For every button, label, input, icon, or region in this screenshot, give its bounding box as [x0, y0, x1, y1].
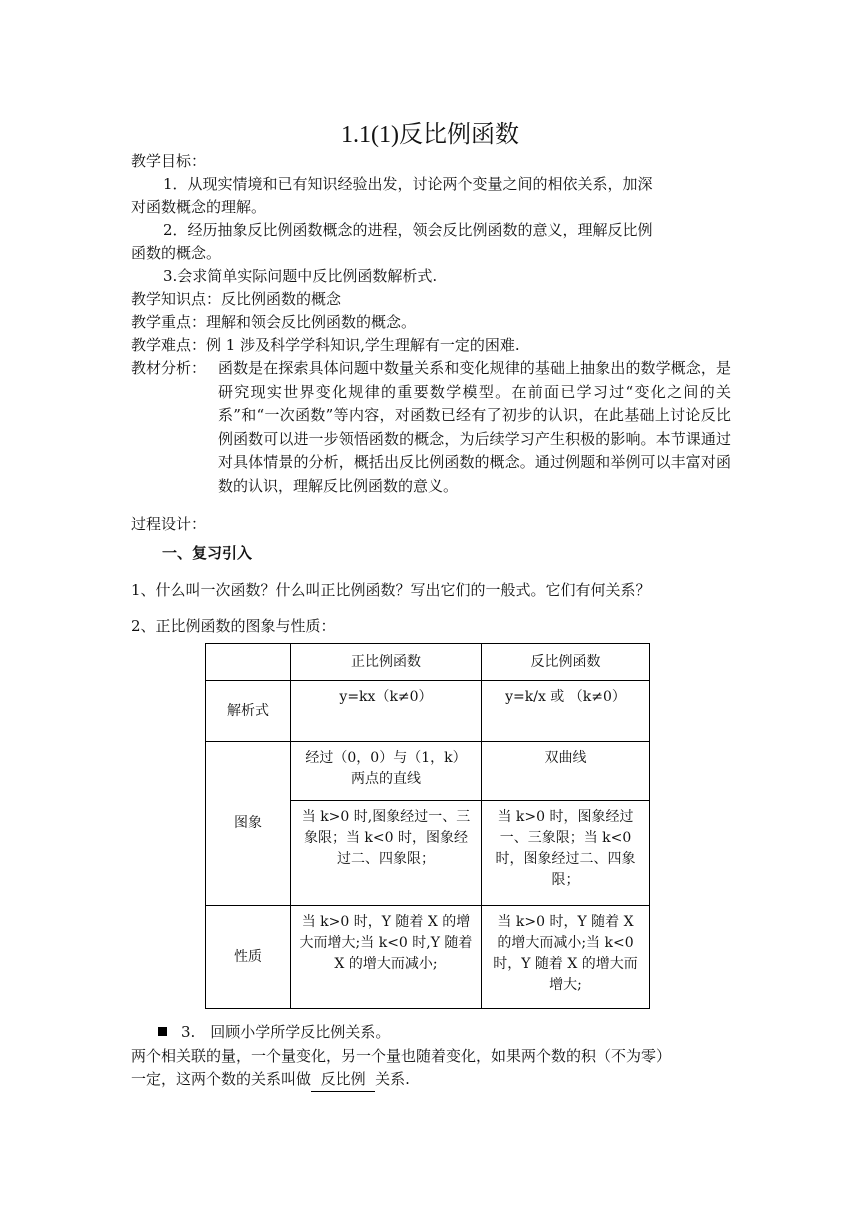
knowledge-point: 教学知识点：反比例函数的概念 — [131, 290, 342, 308]
goal-2-line-b: 函数的概念。 — [131, 244, 222, 262]
goal-1-line-b: 对函数概念的理解。 — [131, 198, 267, 216]
table-label-formula: 解析式 — [206, 681, 291, 742]
answer-blank — [311, 1068, 375, 1092]
final-line-b — [131, 1068, 731, 1092]
process-label: 过程设计： — [131, 515, 207, 533]
table-property-direct: 当 k>0 时，Y 随着 X 的增大而增大;当 k<0 时,Y 随着 X 的增大而减小; — [291, 906, 482, 1009]
table-quadrant-inverse: 当 k>0 时，图象经过一、三象限；当 k<0 时，图象经过二、四象限； — [482, 801, 650, 906]
table-corner-cell — [206, 644, 291, 681]
table-property-inverse: 当 k>0 时，Y 随着 X 的增大而减小;当 k<0 时，Y 随着 X 的增大而增大; — [482, 906, 650, 1009]
final-line-b-suffix: 关系. — [375, 1070, 410, 1088]
table-graph-inverse: 双曲线 — [482, 742, 650, 801]
analysis-text: 函数是在探索具体问题中数量关系和变化规律的基础上抽象出的数学概念，是研究现实世界变化规律的重要数学模型。在前面已学习过“变化之间的关系”和“一次函数”等内容，对函数已经有了初步的认识，在此基础上讨论反比例函数可以进一步领悟函数的概念，为后续学习产生积极的影响。本节课通过对具体情景的分析，概括出反比例函数的概念。通过例题和举例可以丰富对函数的认识，理解反比例函数的意义。 — [218, 359, 731, 495]
section-heading-review: 一、复习引入 — [162, 544, 253, 562]
table-quadrant-direct: 当 k>0 时,图象经过一、三象限；当 k<0 时，图象经过二、四象限； — [291, 801, 482, 906]
table-graph-direct: 经过（0，0）与（1，k）两点的直线 — [291, 742, 482, 801]
table-header-row — [206, 644, 650, 681]
table-formula-inverse: y=k/x 或 （k≠0） — [482, 681, 650, 742]
table-row-formula — [206, 681, 650, 742]
item-3 — [158, 1021, 390, 1042]
comparison-table — [205, 643, 650, 1009]
table-label-graph: 图象 — [206, 742, 291, 906]
difficulty-point: 教学难点：例 1 涉及科学学科知识,学生理解有一定的困难. — [131, 336, 520, 354]
answer-blank-text: 反比例 — [320, 1070, 366, 1088]
question-1: 1、什么叫一次函数？什么叫正比例函数？写出它们的一般式。它们有何关系？ — [131, 581, 651, 599]
square-bullet-icon — [158, 1027, 167, 1036]
final-line-b-prefix: 一定，这两个数的关系叫做 — [131, 1070, 312, 1088]
goals-label: 教学目标： — [131, 152, 207, 170]
analysis-label: 教材分析： — [131, 359, 207, 377]
table-formula-direct: y=kx（k≠0） — [291, 681, 482, 742]
table-header-inverse: 反比例函数 — [482, 644, 650, 681]
goal-2-line-a: 2．经历抽象反比例函数概念的进程，领会反比例函数的意义，理解反比例 — [163, 221, 653, 239]
table-label-property: 性质 — [206, 906, 291, 1009]
table-header-direct: 正比例函数 — [291, 644, 482, 681]
final-line-a: 两个相关联的量，一个量变化，另一个量也随着变化，如果两个数的积（不为零） — [131, 1047, 672, 1065]
key-point: 教学重点：理解和领会反比例函数的概念。 — [131, 313, 417, 331]
question-2: 2、正比例函数的图象与性质： — [131, 617, 336, 635]
item-3-text: 3. 回顾小学所学反比例关系。 — [181, 1023, 391, 1041]
goal-1-line-a: 1．从现实情境和已有知识经验出发，讨论两个变量之间的相依关系，加深 — [163, 175, 653, 193]
page-title: 1.1(1)反比例函数 — [341, 122, 519, 148]
table-row-graph-a — [206, 742, 650, 801]
table-row-property — [206, 906, 650, 1009]
goal-3: 3.会求简单实际问题中反比例函数解析式. — [163, 267, 438, 285]
